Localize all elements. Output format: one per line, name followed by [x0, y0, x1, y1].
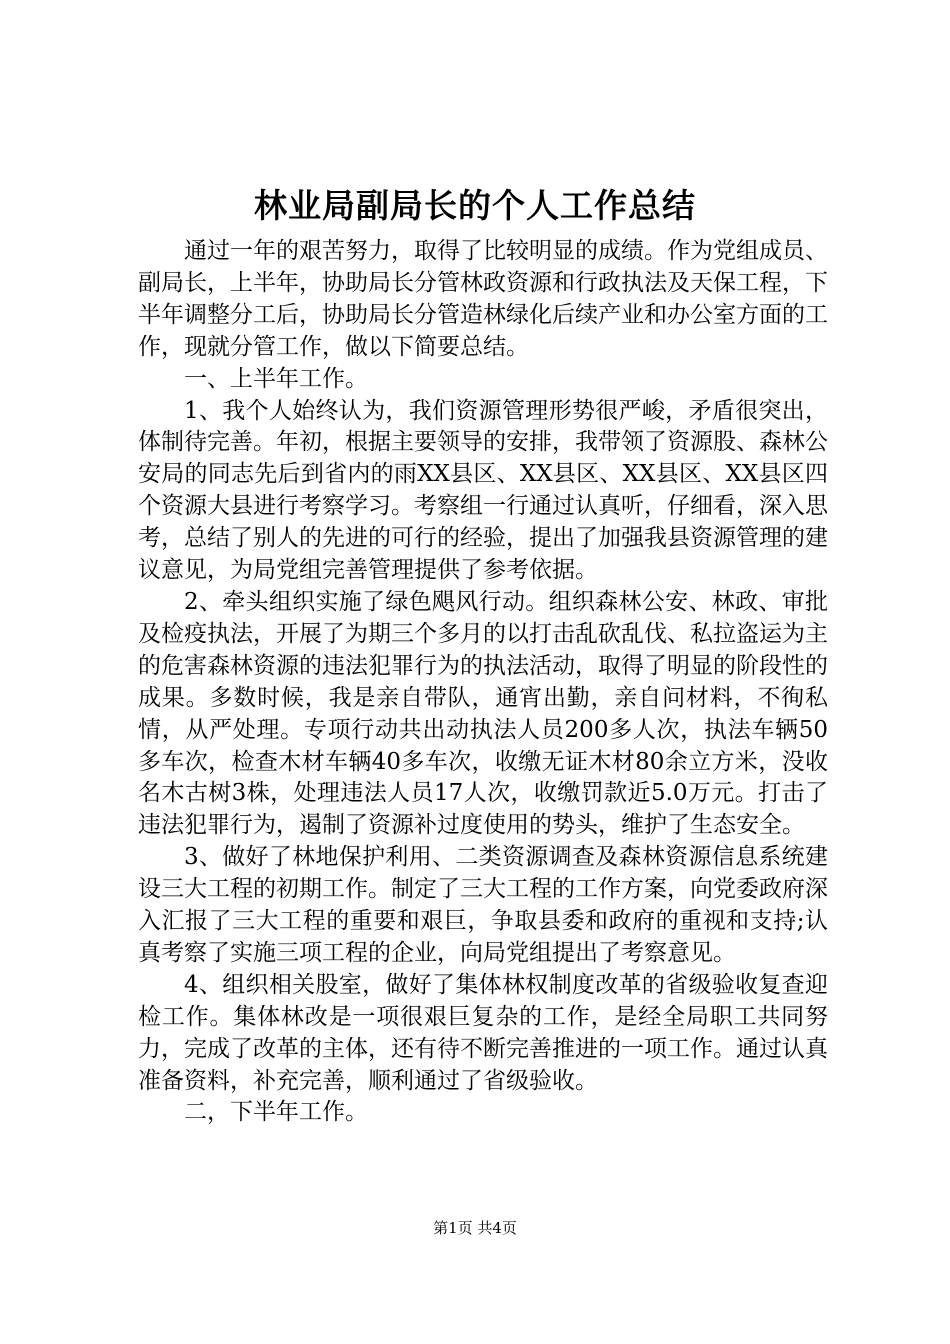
paragraph-item-2: 2、牵头组织实施了绿色飓风行动。组织森林公安、林政、审批及检疫执法，开展了为期三个多月的以打击乱砍乱伐、私拉盗运为主的危害森林资源的违法犯罪行为的执法活动，取得了明显的阶段性的成果。多数时候，我是亲自带队，通宵出勤，亲自问材料，不徇私情，从严处理。专项行动共出动执法人员200多人次，执法车辆50多车次，检查木材车辆40多车次，收缴无证木材80余立方米，没收名木古树3株，处理违法人员17人次，收缴罚款近5.0万元。打击了违法犯罪行为，遏制了资源补过度使用的势头，维护了生态安全。 [138, 588, 828, 839]
page-footer: 第1页 共4页 [433, 1219, 517, 1237]
section-heading-second-half: 二，下半年工作。 [184, 1099, 368, 1126]
document-title: 林业局副局长的个人工作总结 [254, 186, 696, 225]
paragraph-intro: 通过一年的艰苦努力，取得了比较明显的成绩。作为党组成员、副局长，上半年，协助局长分管林政资源和行政执法及天保工程，下半年调整分工后，协助局长分管造林绿化后续产业和办公室方面的工作，现就分管工作，做以下简要总结。 [138, 238, 828, 360]
paragraph-item-1: 1、我个人始终认为，我们资源管理形势很严峻，矛盾很突出，体制待完善。年初，根据主要领导的安排，我带领了资源股、森林公安局的同志先后到省内的雨XX县区、XX县区、XX县区、XX县区四个资源大县进行考察学习。考察组一行通过认真听，仔细看，深入思考，总结了别人的先进的可行的经验，提出了加强我县资源管理的建议意见，为局党组完善管理提供了参考依据。 [138, 397, 828, 584]
paragraph-item-3: 3、做好了林地保护利用、二类资源调查及森林资源信息系统建设三大工程的初期工作。制定了三大工程的工作方案，向党委政府深入汇报了三大工程的重要和艰巨，争取县委和政府的重视和支持;认真考察了实施三项工程的企业，向局党组提出了考察意见。 [138, 844, 828, 966]
section-heading-first-half: 一、上半年工作。 [184, 365, 368, 392]
paragraph-item-4: 4、组织相关股室，做好了集体林权制度改革的省级验收复查迎检工作。集体林改是一项很艰巨复杂的工作，是经全局职工共同努力，完成了改革的主体，还有待不断完善推进的一项工作。通过认真准备资料，补充完善，顺利通过了省级验收。 [138, 971, 828, 1094]
document-body [138, 236, 828, 1129]
